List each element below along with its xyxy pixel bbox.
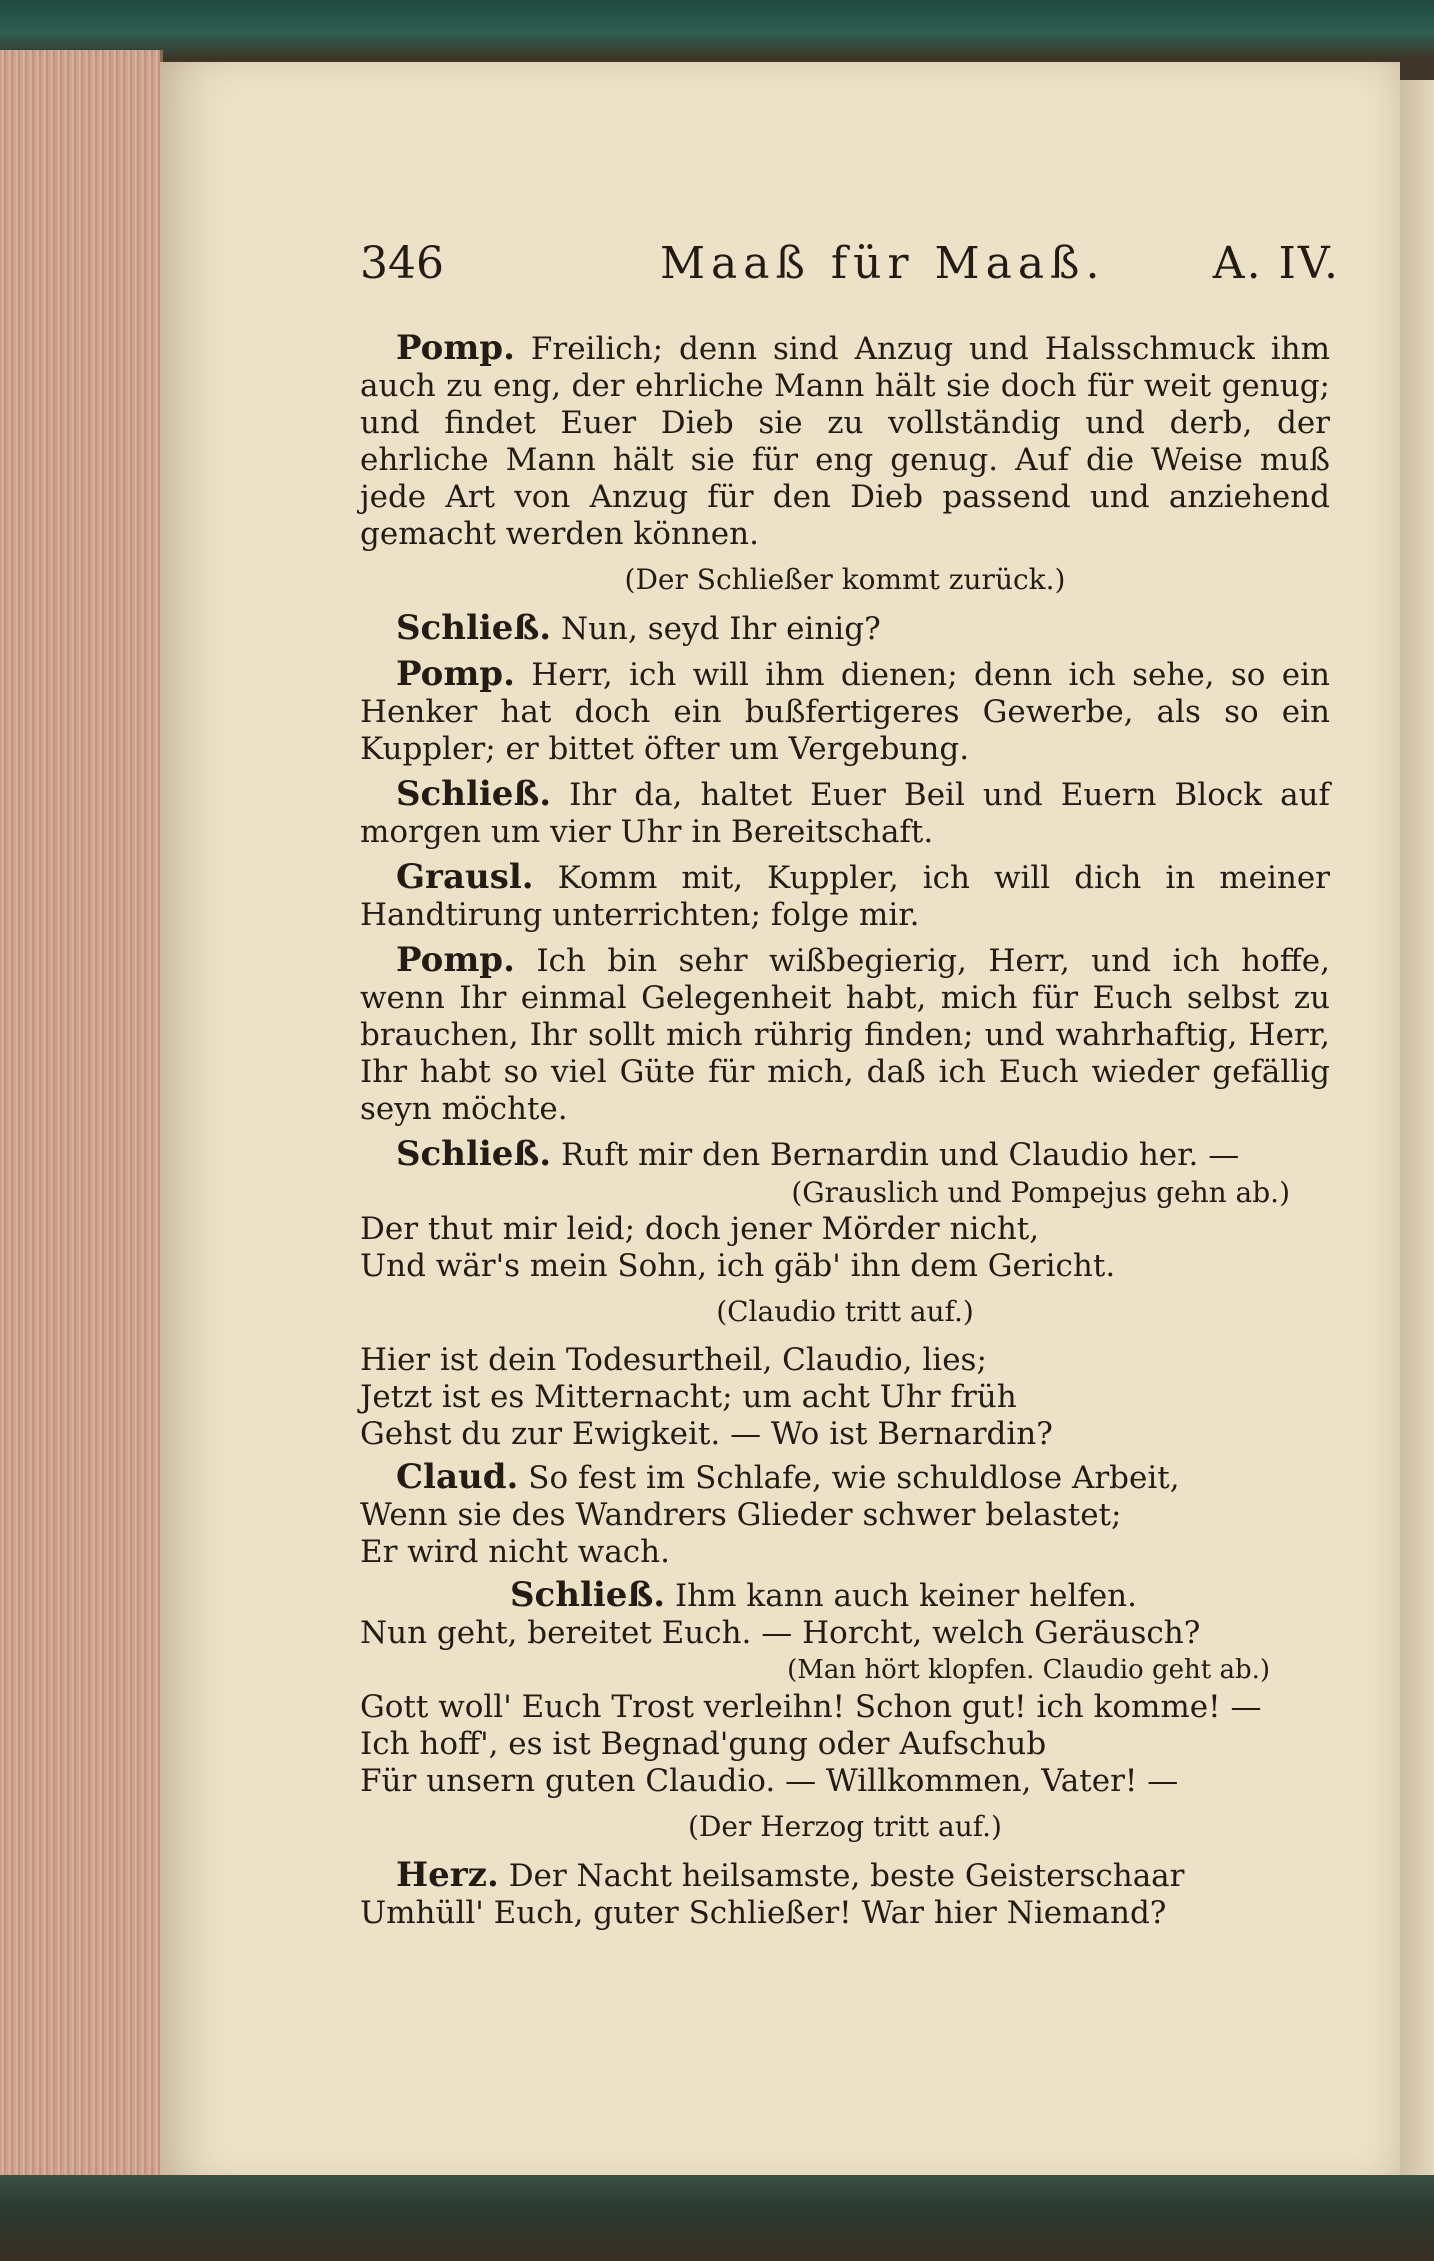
- verse-line: Gehst du zur Ewigkeit. — Wo ist Bernardin?: [360, 1416, 1053, 1452]
- speech: [360, 330, 1330, 553]
- speaker: Schließ.: [396, 608, 552, 648]
- speaker: Schließ.: [396, 774, 552, 814]
- speaker: Pomp.: [396, 940, 515, 980]
- speech: [360, 776, 1330, 851]
- verse-speech: [360, 1459, 1330, 1571]
- speech-text: Komm mit, Kuppler, ich will dich in meiner Handtirung unterrichten; folge mir.: [360, 860, 1331, 933]
- page-number: 346: [360, 238, 444, 289]
- verse-line: Herz. Der Nacht heilsamste, beste Geisterschaar: [396, 1855, 1185, 1895]
- verse-line: Nun geht, bereitet Euch. — Horcht, welch Geräusch?: [360, 1615, 1201, 1651]
- verse-line: Er wird nicht wach.: [360, 1534, 670, 1570]
- verse-block: [360, 1211, 1330, 1285]
- verse-line: Hier ist dein Todesurtheil, Claudio, lies;: [360, 1342, 987, 1378]
- verse-line: Wenn sie des Wandrers Glieder schwer belastet;: [360, 1497, 1122, 1533]
- stage-direction: (Der Herzog tritt auf.): [688, 1810, 1002, 1843]
- speech: [360, 656, 1330, 768]
- speech-text: Nun, seyd Ihr einig?: [560, 611, 881, 647]
- speech: [360, 859, 1330, 934]
- speaker: Pomp.: [396, 654, 515, 694]
- verse-line: Ich hoff', es ist Begnad'gung oder Aufschub: [360, 1726, 1047, 1762]
- speech: [360, 610, 1330, 648]
- verse-line: Claud. So fest im Schlafe, wie schuldlose Arbeit,: [396, 1457, 1180, 1497]
- next-page-edge: [1400, 80, 1434, 2180]
- speech-text: Ihr da, haltet Euer Beil und Euern Block auf morgen um vier Uhr in Bereitschaft.: [360, 777, 1330, 850]
- speaker: Grausl.: [396, 857, 534, 897]
- book-cover-bottom: [0, 2175, 1434, 2261]
- verse-speech: [360, 1857, 1330, 1932]
- stage-direction: (Grauslich und Pompejus gehn ab.): [791, 1176, 1290, 1209]
- speech-text: Ich bin sehr wißbegierig, Herr, und ich hoffe, wenn Ihr einmal Gelegenheit habt, mich für Euch selbst zu brauchen, Ihr sollt mich rührig finden; und wahrhaftig, Herr, Ihr habt so viel Güte für mich, daß ich Euch wieder gefällig seyn möchte.: [360, 943, 1331, 1127]
- speaker: Schließ.: [396, 1134, 552, 1174]
- stage-direction: (Der Schließer kommt zurück.): [624, 563, 1066, 596]
- book-cover-top: [0, 0, 1434, 60]
- speech-text: Herr, ich will ihm dienen; denn ich sehe, so ein Henker hat doch ein bußfertigeres Gewerbe, als so ein Kuppler; er bittet öfter um Vergebung.: [360, 657, 1330, 767]
- speech: [360, 1136, 1330, 1174]
- speaker: Claud.: [396, 1457, 519, 1497]
- verse-line: Jetzt ist es Mitternacht; um acht Uhr früh: [360, 1379, 1017, 1415]
- verse-line: Umhüll' Euch, guter Schließer! War hier Niemand?: [360, 1895, 1167, 1931]
- speech: [360, 942, 1330, 1128]
- verse-block: [360, 1342, 1330, 1453]
- verse-speech: [360, 1577, 1330, 1652]
- speech-text: Ruft mir den Bernardin und Claudio her. —: [560, 1137, 1240, 1173]
- verse-block: [360, 1689, 1330, 1800]
- verse-line: Und wär's mein Sohn, ich gäb' ihn dem Gericht.: [360, 1248, 1116, 1284]
- verse-line: Der thut mir leid; doch jener Mörder nicht,: [360, 1211, 1040, 1247]
- running-title: Maaß für Maaß.: [660, 238, 1106, 289]
- speaker: Pomp.: [396, 328, 515, 368]
- stage-direction: (Claudio tritt auf.): [716, 1295, 974, 1328]
- verse-line: Schließ. Ihm kann auch keiner helfen.: [510, 1575, 1138, 1615]
- act-number: A. IV.: [1212, 238, 1340, 289]
- stage-direction: (Man hört klopfen. Claudio geht ab.): [787, 1655, 1270, 1685]
- speaker: Herz.: [396, 1855, 499, 1895]
- speech-text: Freilich; denn sind Anzug und Halsschmuck ihm auch zu eng, der ehrliche Mann hält sie doch für weit genug; und findet Euer Dieb sie zu vollständig und derb, der ehrliche Mann hält sie für eng genug. Auf die Weise muß jede Art von Anzug für den Dieb passend und anziehend gemacht werden können.: [360, 331, 1330, 552]
- speaker: Schließ.: [510, 1575, 666, 1615]
- verse-line: Gott woll' Euch Trost verleihn! Schon gut! ich komme! —: [360, 1689, 1262, 1725]
- page-text: [360, 330, 1330, 1932]
- page-header: [360, 238, 1340, 298]
- verse-line: Für unsern guten Claudio. — Willkommen, Vater! —: [360, 1763, 1179, 1799]
- page-edges: [0, 50, 163, 2190]
